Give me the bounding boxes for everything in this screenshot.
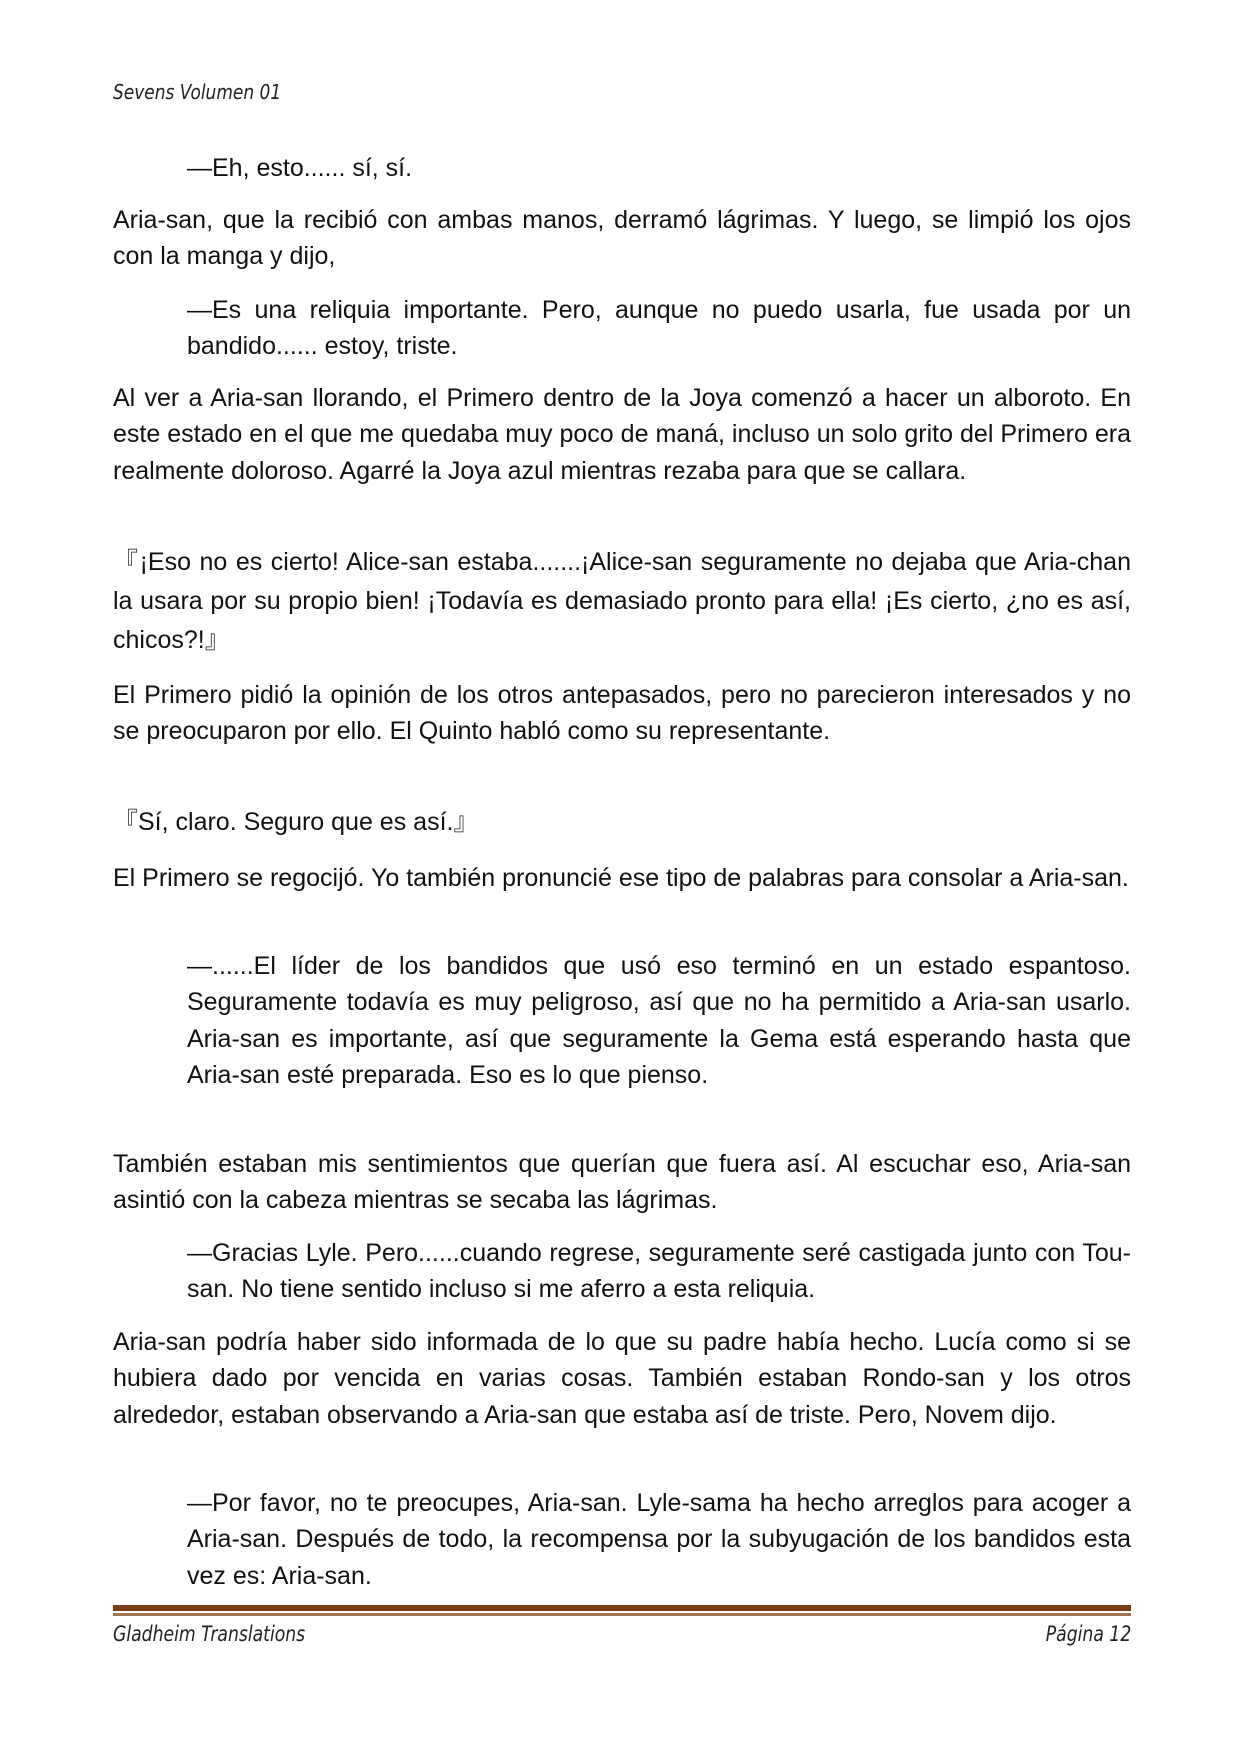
- narration-paragraph: El Primero se regocijó. Yo también pronuncié ese tipo de palabras para consolar a Aria-san.: [113, 864, 1129, 892]
- narration-paragraph: También estaban mis sentimientos que querían que fuera así. Al escuchar eso, Aria-san asintió con la cabeza mientras se secaba las lágrimas.: [113, 1150, 1131, 1215]
- jewel-speech-paragraph: 『¡Eso no es cierto! Alice-san estaba.......¡Alice-san seguramente no dejaba que Aria-chan la usara por su propio bien! ¡Todavía es demasiado pronto para ella! ¡Es cierto, ¿no es así, chicos?!』: [113, 548, 1131, 654]
- jewel-speech-paragraph: 『Sí, claro. Seguro que es así.』: [113, 808, 479, 836]
- narration-paragraph: Al ver a Aria-san llorando, el Primero dentro de la Joya comenzó a hacer un alboroto. En este estado en el que me quedaba muy poco de maná, incluso un solo grito del Primero era realmente doloroso. Agarré la Joya azul mientras rezaba para que se callara.: [113, 384, 1131, 485]
- dialogue-paragraph: —Gracias Lyle. Pero......cuando regrese, seguramente seré castigada junto con Tou-san. No tiene sentido incluso si me aferro a esta reliquia.: [187, 1239, 1131, 1304]
- footer-divider: [113, 1605, 1131, 1616]
- footer-credit: Gladheim Translations: [113, 1622, 306, 1646]
- dialogue-paragraph: —Por favor, no te preocupes, Aria-san. Lyle-sama ha hecho arreglos para acoger a Aria-san. Después de todo, la recompensa por la subyugación de los bandidos esta vez es: Aria-san.: [187, 1489, 1131, 1590]
- dialogue-paragraph: —......El líder de los bandidos que usó eso terminó en un estado espantoso. Seguramente todavía es muy peligroso, así que no ha permitido a Aria-san usarlo. Aria-san es importante, así que seguramente la Gema está esperando hasta que Aria-san esté preparada. Eso es lo que pienso.: [187, 952, 1131, 1090]
- page-number: Página 12: [1045, 1622, 1131, 1646]
- narration-paragraph: Aria-san, que la recibió con ambas manos, derramó lágrimas. Y luego, se limpió los ojos con la manga y dijo,: [113, 206, 1131, 271]
- narration-paragraph: El Primero pidió la opinión de los otros antepasados, pero no parecieron interesados y no se preocuparon por ello. El Quinto habló como su representante.: [113, 681, 1131, 746]
- dialogue-paragraph: —Eh, esto...... sí, sí.: [187, 154, 413, 182]
- dialogue-paragraph: —Es una reliquia importante. Pero, aunque no puedo usarla, fue usada por un bandido...... estoy, triste.: [187, 296, 1131, 361]
- narration-paragraph: Aria-san podría haber sido informada de lo que su padre había hecho. Lucía como si se hubiera dado por vencida en varias cosas. También estaban Rondo-san y los otros alrededor, estaban observando a Aria-san que estaba así de triste. Pero, Novem dijo.: [113, 1328, 1131, 1429]
- running-header: Sevens Volumen 01: [113, 80, 282, 104]
